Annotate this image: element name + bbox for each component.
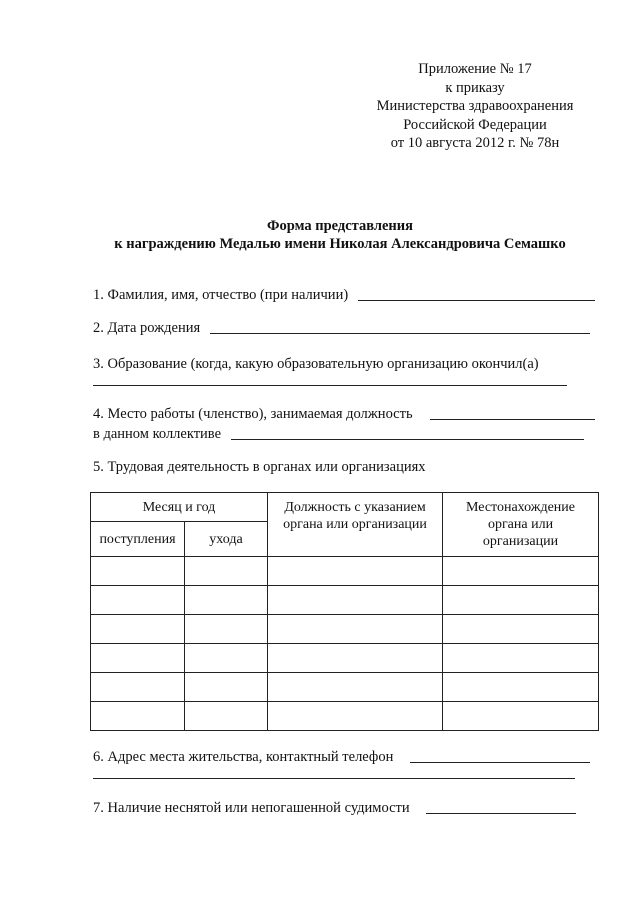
field-workplace-label: 4. Место работы (членство), занимаемая должность <box>93 406 413 422</box>
field-address-line[interactable] <box>410 762 590 763</box>
field-career-label: 5. Трудовая деятельность в органах или организациях <box>93 459 426 475</box>
table-row <box>91 557 599 586</box>
table-cell[interactable] <box>268 702 443 731</box>
table-cell[interactable] <box>185 586 268 615</box>
table-cell[interactable] <box>443 702 599 731</box>
table-cell[interactable] <box>185 615 268 644</box>
table-cell[interactable] <box>91 644 185 673</box>
field-fullname-label: 1. Фамилия, имя, отчество (при наличии) <box>93 287 349 303</box>
form-title-line1: Форма представления <box>267 218 413 234</box>
table-row <box>91 644 599 673</box>
table-cell[interactable] <box>91 557 185 586</box>
table-cell[interactable] <box>443 644 599 673</box>
table-cell[interactable] <box>268 586 443 615</box>
table-cell[interactable] <box>91 615 185 644</box>
table-cell[interactable] <box>91 586 185 615</box>
table-cell[interactable] <box>185 702 268 731</box>
table-cell[interactable] <box>443 586 599 615</box>
end-date-header: ухода <box>185 522 268 557</box>
field-collective-label: в данном коллективе <box>93 426 222 442</box>
table-cell[interactable] <box>443 557 599 586</box>
country-name: Российской Федерации <box>403 116 547 133</box>
table-cell[interactable] <box>185 673 268 702</box>
table-row <box>91 615 599 644</box>
field-collective-line[interactable] <box>231 439 584 440</box>
field-birthdate-label: 2. Дата рождения <box>93 320 201 336</box>
table-row <box>91 702 599 731</box>
table-cell[interactable] <box>185 557 268 586</box>
field-address-label: 6. Адрес места жительства, контактный телефон <box>93 749 394 765</box>
month-year-header: Месяц и год <box>91 493 268 522</box>
field-address-line-2[interactable] <box>93 778 575 779</box>
field-workplace-line[interactable] <box>430 419 595 420</box>
appendix-number: Приложение № 17 <box>418 61 532 77</box>
order-ref: к приказу <box>445 79 505 96</box>
table-cell[interactable] <box>91 673 185 702</box>
table-cell[interactable] <box>268 615 443 644</box>
career-table <box>90 492 599 731</box>
table-cell[interactable] <box>443 615 599 644</box>
table-row <box>91 673 599 702</box>
field-fullname-line[interactable] <box>358 300 595 301</box>
table-cell[interactable] <box>268 644 443 673</box>
table-row <box>91 586 599 615</box>
table-cell[interactable] <box>268 557 443 586</box>
field-education-line[interactable] <box>93 385 567 386</box>
table-cell[interactable] <box>185 644 268 673</box>
form-title-line2: к награждению Медалью имени Николая Александровича Семашко <box>114 236 566 252</box>
field-conviction-line[interactable] <box>426 813 576 814</box>
ministry-name: Министерства здравоохранения <box>376 98 574 114</box>
table-cell[interactable] <box>91 702 185 731</box>
form-title <box>60 217 620 253</box>
appendix-header <box>350 60 600 153</box>
start-date-header: поступления <box>91 522 185 557</box>
field-conviction-label: 7. Наличие неснятой или непогашенной судимости <box>93 800 410 816</box>
table-cell[interactable] <box>268 673 443 702</box>
table-cell[interactable] <box>443 673 599 702</box>
position-header: Должность с указанием органа или организации <box>268 493 443 557</box>
field-birthdate-line[interactable] <box>210 333 590 334</box>
location-header: Местонахождение органа или организации <box>443 493 599 557</box>
field-education-label: 3. Образование (когда, какую образовательную организацию окончил(а) <box>93 356 539 372</box>
order-date: от 10 августа 2012 г. № 78н <box>390 135 560 151</box>
